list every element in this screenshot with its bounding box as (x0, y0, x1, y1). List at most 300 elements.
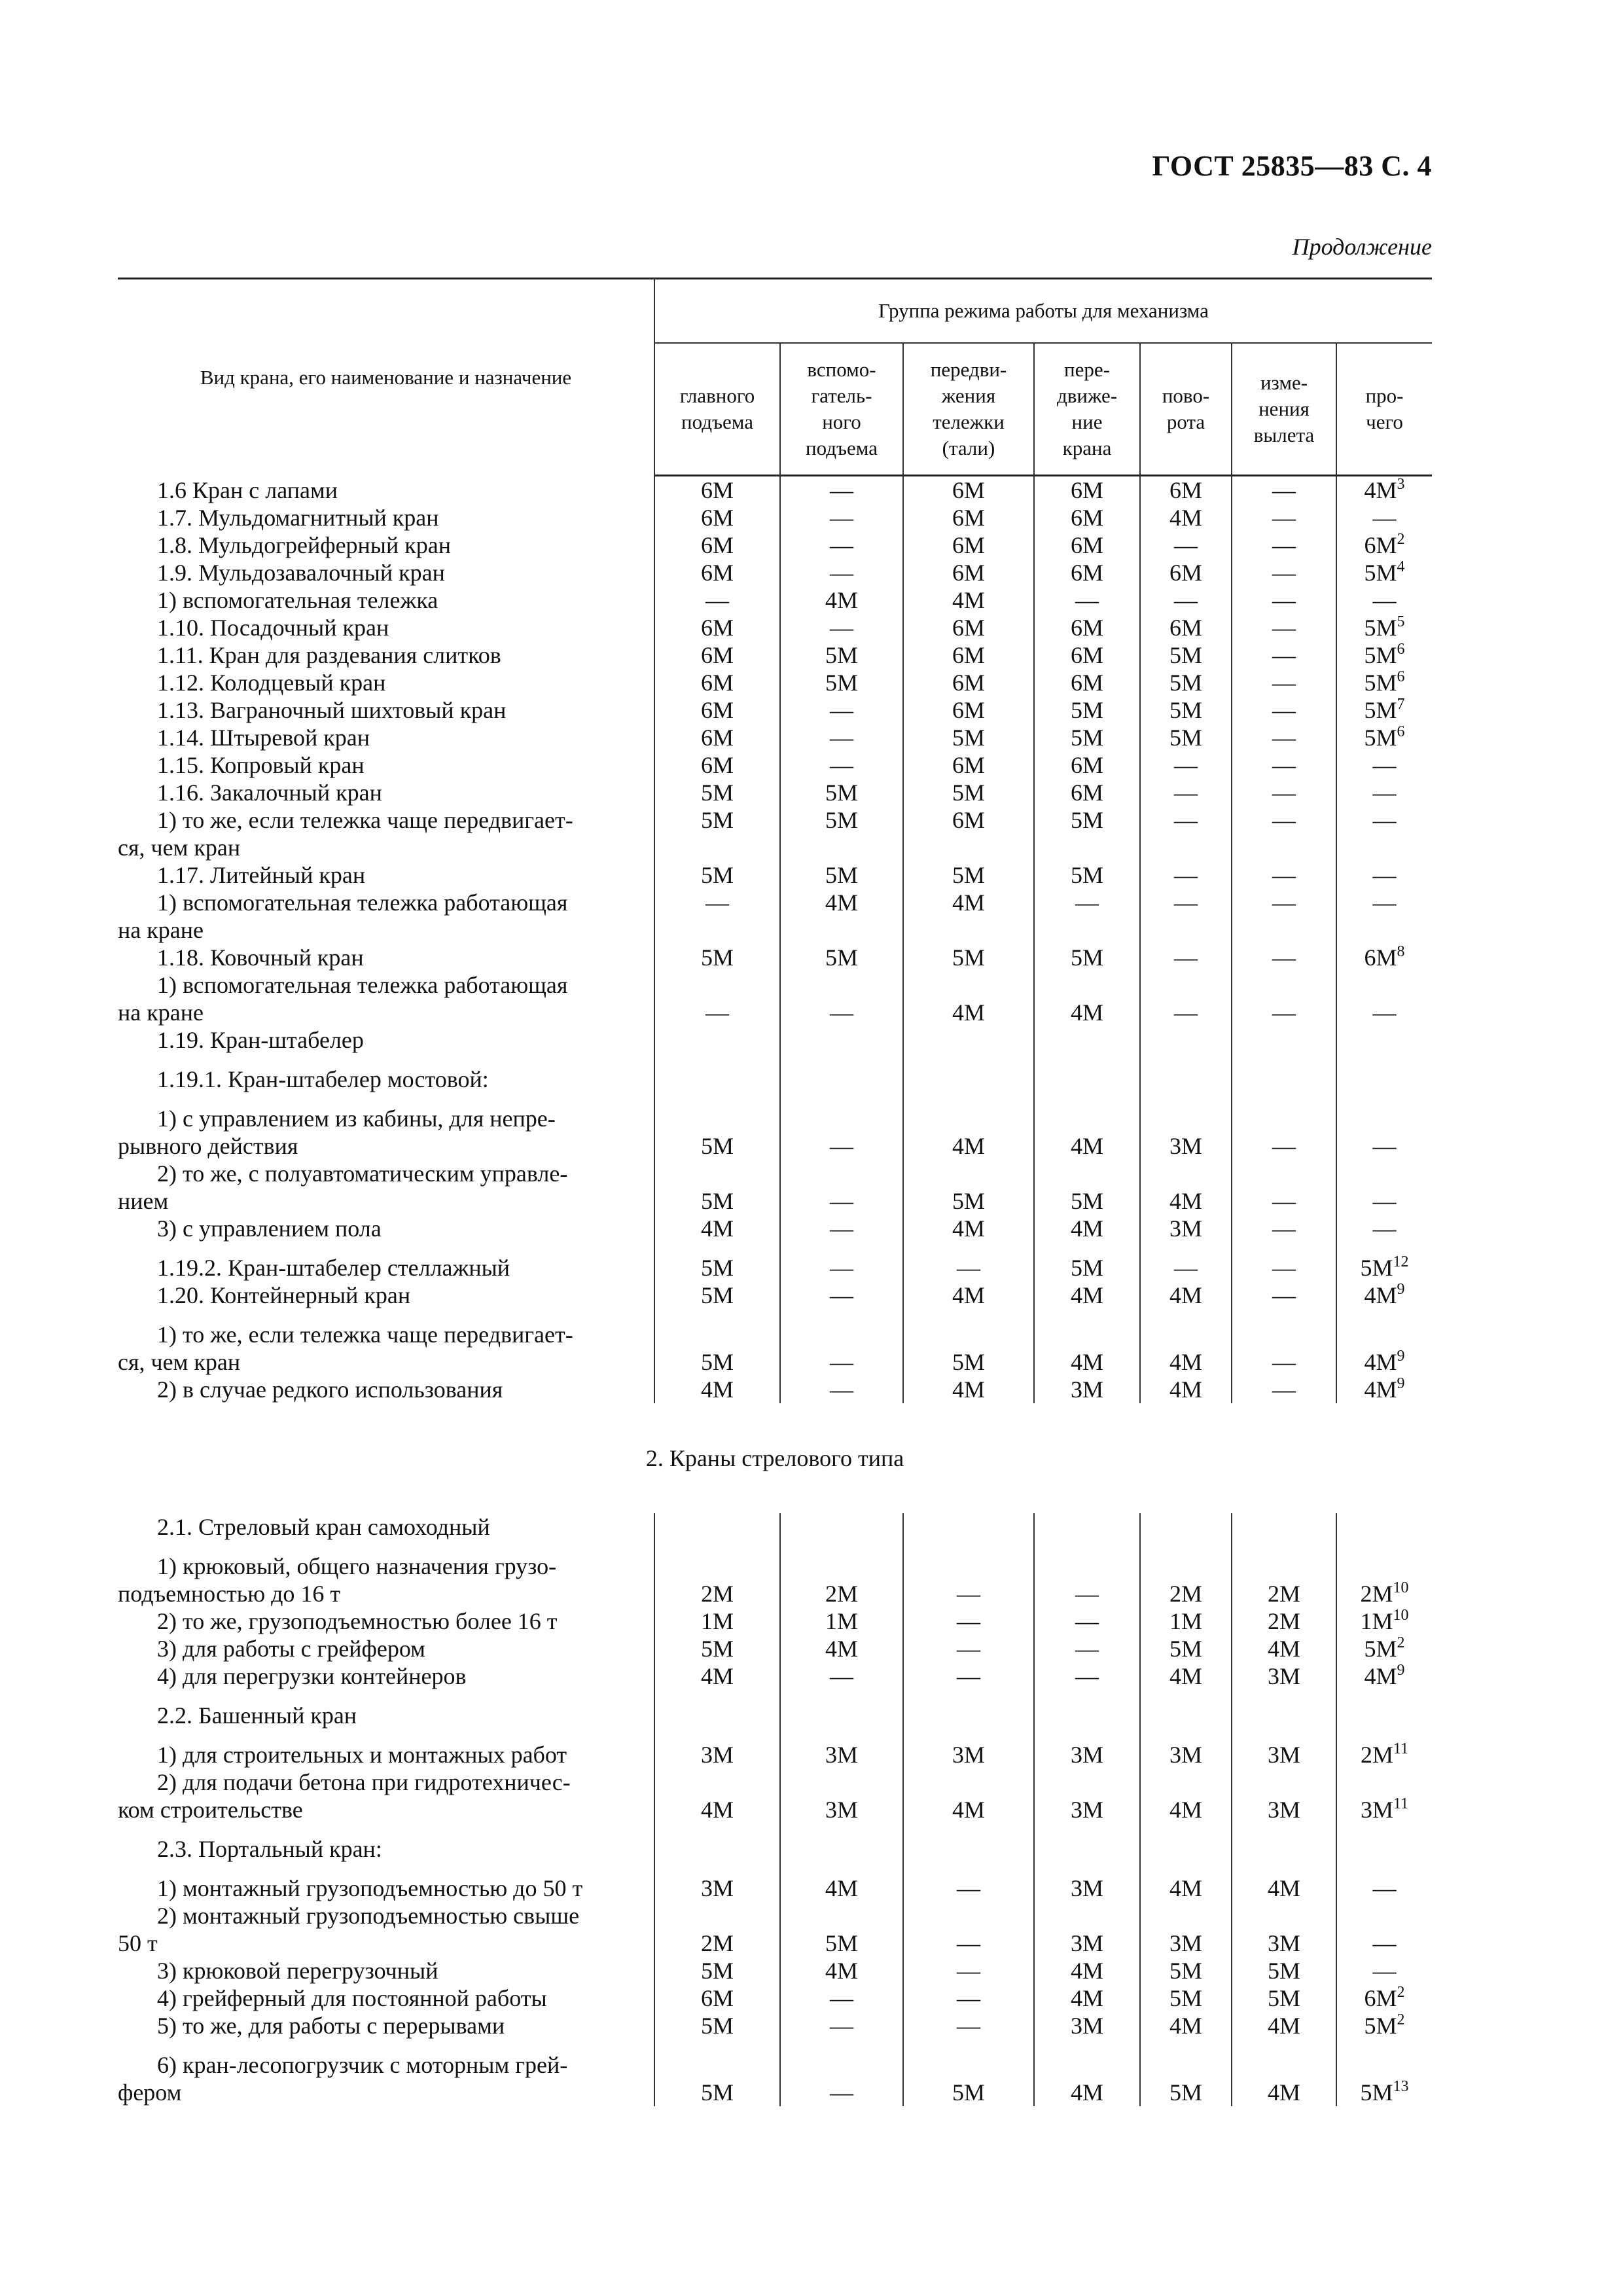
mode-value: 4М (1140, 1160, 1232, 1215)
mode-value: — (1336, 889, 1432, 944)
mode-value (1336, 1066, 1432, 1093)
mode-value: 4М (903, 1105, 1034, 1160)
mode-value: 5М (1034, 806, 1140, 861)
mode-value: 4М (780, 586, 903, 614)
mode-value: 5М (903, 779, 1034, 806)
table-row (118, 1105, 1432, 1160)
mode-value: — (903, 2012, 1034, 2039)
mode-value (1034, 1066, 1140, 1093)
mode-value: — (780, 1160, 903, 1215)
mode-value: $3М^{11}$ (1336, 1768, 1432, 1823)
crane-name: 2) для подачи бетона при гидротехничес- ком строительстве (118, 1769, 571, 1823)
mode-value: 4М (1034, 1957, 1140, 1984)
mode-value: — (780, 1662, 903, 1690)
mode-value: — (780, 531, 903, 559)
mode-value: 6М (1140, 476, 1232, 505)
mode-value (1336, 1513, 1432, 1541)
mode-value: 2М (654, 1552, 780, 1607)
table-row (118, 1902, 1432, 1957)
mode-value: 5М (1034, 944, 1140, 971)
mode-value: — (1232, 614, 1336, 641)
footnote-ref: 2 (1397, 1984, 1405, 2001)
mode-value: $5М^5$ (1336, 614, 1432, 641)
crane-name: 1.18. Ковочный кран (157, 944, 364, 971)
mode-value: — (1140, 1254, 1232, 1282)
table-row (118, 476, 1432, 505)
mode-value: $2М^{11}$ (1336, 1741, 1432, 1768)
mode-value: 5М (1034, 861, 1140, 889)
mode-value: 5М (654, 1105, 780, 1160)
mode-value: 6М (1034, 751, 1140, 779)
table-row (118, 1376, 1432, 1403)
mode-value: 4М (903, 1215, 1034, 1242)
mode-value: 5М (1034, 696, 1140, 724)
mode-value: — (780, 1105, 903, 1160)
mode-value: 4М (1140, 2012, 1232, 2039)
mode-value: 4М (1140, 1874, 1232, 1902)
mode-value: — (903, 1902, 1034, 1957)
mode-value: $5М^2$ (1336, 2012, 1432, 2039)
mode-value: — (1140, 944, 1232, 971)
mode-value (654, 1513, 780, 1541)
footnote-ref: 2 (1397, 531, 1405, 548)
mode-value: 5М (780, 779, 903, 806)
mechanism-column-header: пере- движе- ние крана (1034, 343, 1140, 476)
mode-value: — (780, 1215, 903, 1242)
mode-value: 2М (1232, 1607, 1336, 1635)
mode-value: 6М (1140, 559, 1232, 586)
mode-value: 5М (1140, 669, 1232, 696)
mode-value: — (1232, 1215, 1336, 1242)
mode-value: — (780, 504, 903, 531)
mode-value (1034, 1513, 1140, 1541)
mode-value: 2М (1140, 1552, 1232, 1607)
mode-value: 3М (654, 1874, 780, 1902)
mode-value (654, 1026, 780, 1054)
table-row (118, 971, 1432, 1026)
mode-value: 4М (1034, 2051, 1140, 2106)
table-row (118, 1607, 1432, 1635)
mode-value: 6М (654, 669, 780, 696)
mode-value: 4М (1034, 1282, 1140, 1309)
mode-value (903, 1066, 1034, 1093)
mechanism-column-header: изме- нения вылета (1232, 343, 1336, 476)
mode-value: 4М (903, 1768, 1034, 1823)
footnote-ref: 2 (1397, 1634, 1405, 1651)
mode-value: — (780, 1254, 903, 1282)
crane-name: 1.7. Мульдомагнитный кран (157, 505, 439, 531)
crane-name: 3) крюковой перегрузочный (157, 1958, 438, 1984)
mode-value: 6М (1034, 559, 1140, 586)
mode-value: 3М (1034, 1768, 1140, 1823)
mode-value: 1М (780, 1607, 903, 1635)
mode-value: — (903, 1607, 1034, 1635)
mode-value: 3М (1232, 1902, 1336, 1957)
mode-value: — (1232, 476, 1336, 505)
mode-value: 6М (1034, 614, 1140, 641)
mode-value: 5М (780, 1902, 903, 1957)
mode-value (1140, 1066, 1232, 1093)
mode-value: — (780, 724, 903, 751)
mode-value: — (780, 971, 903, 1026)
table-row (118, 1984, 1432, 2012)
section-2-title: 2. Краны стрелового типа (645, 1445, 904, 1471)
mode-value (1140, 1835, 1232, 1863)
mode-value: — (1232, 1254, 1336, 1282)
mode-value: — (1232, 696, 1336, 724)
mode-value: 5М (654, 944, 780, 971)
table-row (118, 1768, 1432, 1823)
crane-name: 3) для работы с грейфером (157, 1636, 425, 1662)
mode-value: 3М (1140, 1741, 1232, 1768)
mode-value: $5М^6$ (1336, 641, 1432, 669)
mode-value: 3М (1232, 1768, 1336, 1823)
mode-value: 3М (1232, 1741, 1336, 1768)
mode-value: 6М (903, 504, 1034, 531)
crane-name: 1.17. Литейный кран (157, 862, 366, 888)
mode-value (1336, 1026, 1432, 1054)
mode-value: — (1232, 944, 1336, 971)
mode-value: — (1232, 1321, 1336, 1376)
mode-value: — (1232, 889, 1336, 944)
mode-value (780, 1835, 903, 1863)
mode-value: 4М (1034, 1215, 1140, 1242)
mode-value: $5М^7$ (1336, 696, 1432, 724)
table-row (118, 1835, 1432, 1863)
mechanism-column-header: вспомо- гатель- ного подъема (780, 343, 903, 476)
mode-value: 6М (903, 669, 1034, 696)
mode-value: 2М (654, 1902, 780, 1957)
crane-name: 1.20. Контейнерный кран (157, 1282, 411, 1308)
mode-value: — (1232, 669, 1336, 696)
mode-value: 4М (780, 1957, 903, 1984)
mode-value: 5М (903, 861, 1034, 889)
mode-value: 6М (903, 641, 1034, 669)
mode-value: — (1336, 586, 1432, 614)
mode-value: 4М (1232, 1874, 1336, 1902)
crane-name: 1.8. Мульдогрейферный кран (157, 532, 451, 558)
mode-value: — (1336, 504, 1432, 531)
table-row (118, 1702, 1432, 1729)
mode-value: 3М (1232, 1662, 1336, 1690)
footnote-ref: 10 (1393, 1579, 1409, 1596)
mode-value: 4М (780, 889, 903, 944)
mode-value: 5М (903, 944, 1034, 971)
table-row (118, 1160, 1432, 1215)
crane-name: 1.9. Мульдозавалочный кран (157, 560, 445, 586)
crane-mode-table (118, 278, 1432, 2106)
mode-value: 5М (654, 2051, 780, 2106)
mode-value: 4М (1232, 1635, 1336, 1662)
mode-value: — (1232, 1282, 1336, 1309)
mode-value: 3М (1034, 1874, 1140, 1902)
mode-value (654, 1066, 780, 1093)
crane-name: 2.1. Стреловый кран самоходный (157, 1514, 490, 1540)
mode-value: 3М (1034, 1376, 1140, 1403)
crane-name: 3) с управлением пола (157, 1215, 382, 1242)
table-row (118, 504, 1432, 531)
crane-name: 2) то же, с полуавтоматическим управле- нием (118, 1160, 568, 1214)
table-row (118, 1957, 1432, 1984)
mechanism-column-header: пово- рота (1140, 343, 1232, 476)
crane-name: 1.10. Посадочный кран (157, 615, 389, 641)
table-row (118, 641, 1432, 669)
mode-value: — (1140, 531, 1232, 559)
mode-value: 4М (1140, 1376, 1232, 1403)
mode-value: — (1336, 861, 1432, 889)
mode-value: 6М (903, 806, 1034, 861)
mode-value: — (1034, 1662, 1140, 1690)
crane-name: 2.2. Башенный кран (157, 1702, 357, 1729)
table-row (118, 559, 1432, 586)
mode-value: 4М (903, 1282, 1034, 1309)
table-row (118, 614, 1432, 641)
mode-value (903, 1513, 1034, 1541)
mode-value: 6М (654, 614, 780, 641)
mode-value: 4М (654, 1376, 780, 1403)
table-row (118, 2051, 1432, 2106)
mode-value: $5М^6$ (1336, 724, 1432, 751)
mode-value: — (1232, 1105, 1336, 1160)
mode-value: — (903, 1957, 1034, 1984)
crane-name: 1.19.2. Кран-штабелер стеллажный (157, 1255, 510, 1281)
mode-value: 5М (1140, 641, 1232, 669)
group-header: Группа режима работы для механизма (654, 279, 1432, 344)
page-header: ГОСТ 25835—83 С. 4 (1152, 150, 1432, 182)
mode-value (1336, 1702, 1432, 1729)
mode-value: — (1336, 1957, 1432, 1984)
mode-value: $5М^6$ (1336, 669, 1432, 696)
mode-value: $4М^9$ (1336, 1376, 1432, 1403)
crane-name: 2) монтажный грузоподъемностью свыше 50 т (118, 1903, 580, 1956)
mode-value: 4М (1034, 1321, 1140, 1376)
mode-value: 3М (654, 1741, 780, 1768)
footnote-ref: 11 (1393, 1795, 1409, 1812)
mode-value (780, 1702, 903, 1729)
mode-value: 5М (1140, 2051, 1232, 2106)
crane-name: 1) вспомогательная тележка (157, 587, 438, 613)
crane-name: 4) грейферный для постоянной работы (157, 1985, 547, 2011)
mode-value (1232, 1026, 1336, 1054)
mode-value (903, 1026, 1034, 1054)
footnote-ref: 8 (1397, 943, 1405, 960)
mode-value: 2М (1232, 1552, 1336, 1607)
mode-value: 5М (654, 1321, 780, 1376)
table-row (118, 1662, 1432, 1690)
table-row (118, 1874, 1432, 1902)
crane-name: 2.3. Портальный кран: (157, 1836, 382, 1862)
crane-name: 1) вспомогательная тележка работающая на кране (118, 889, 568, 943)
footnote-ref: 13 (1393, 2078, 1409, 2095)
mode-value: — (1336, 1874, 1432, 1902)
mode-value: — (1140, 806, 1232, 861)
table-row (118, 2012, 1432, 2039)
mode-value: — (903, 1662, 1034, 1690)
mode-value: 5М (654, 1635, 780, 1662)
mode-value: $5М^{12}$ (1336, 1254, 1432, 1282)
mode-value: — (1034, 586, 1140, 614)
table-row (118, 1254, 1432, 1282)
mode-value: — (1034, 1635, 1140, 1662)
crane-name: 1) с управлением из кабины, для непре- рывного действия (118, 1105, 556, 1159)
mode-value: 6М (654, 724, 780, 751)
mode-value: 5М (780, 669, 903, 696)
mode-value: 5М (780, 806, 903, 861)
mode-value: — (1232, 1376, 1336, 1403)
mode-value: — (1232, 751, 1336, 779)
crane-name: 2) то же, грузоподъемностью более 16 т (157, 1608, 558, 1634)
mode-value: — (1336, 751, 1432, 779)
footnote-ref: 5 (1397, 613, 1405, 630)
mode-value: — (780, 614, 903, 641)
crane-name: 1.6 Кран с лапами (157, 477, 338, 503)
mode-value (1034, 1702, 1140, 1729)
mode-value: 5М (654, 1282, 780, 1309)
mode-value: 5М (654, 1160, 780, 1215)
crane-name: 1) для строительных и монтажных работ (157, 1742, 567, 1768)
footnote-ref: 3 (1397, 476, 1405, 493)
mode-value (1140, 1513, 1232, 1541)
mode-value: 6М (654, 641, 780, 669)
mode-value: — (1336, 1215, 1432, 1242)
crane-name: 1.15. Копровый кран (157, 752, 365, 778)
mode-value: — (1140, 779, 1232, 806)
mode-value (1034, 1026, 1140, 1054)
mode-value: 4М (1232, 2012, 1336, 2039)
mode-value: 3М (1034, 2012, 1140, 2039)
mode-value: — (780, 1321, 903, 1376)
mode-value: 6М (654, 696, 780, 724)
table-row (118, 586, 1432, 614)
mode-value: 5М (654, 779, 780, 806)
mode-value: — (1336, 779, 1432, 806)
footnote-ref: 4 (1397, 558, 1405, 575)
mode-value: 3М (1140, 1215, 1232, 1242)
mode-value: 6М (903, 614, 1034, 641)
mode-value: 4М (780, 1635, 903, 1662)
mode-value: 5М (654, 1957, 780, 1984)
crane-name: 1) вспомогательная тележка работающая на кране (118, 972, 568, 1026)
footnote-ref: 6 (1397, 723, 1405, 740)
mode-value: $2М^{10}$ (1336, 1552, 1432, 1607)
mode-value: — (1034, 1552, 1140, 1607)
mode-value: 5М (1034, 1254, 1140, 1282)
mode-value: 3М (780, 1768, 903, 1823)
mode-value (1232, 1066, 1336, 1093)
mode-value: 3М (1034, 1741, 1140, 1768)
mode-value: 2М (780, 1552, 903, 1607)
mode-value: 5М (1140, 724, 1232, 751)
footnote-ref: 6 (1397, 668, 1405, 685)
mode-value: 6М (654, 476, 780, 505)
mode-value: — (1336, 1160, 1432, 1215)
mode-value: — (654, 586, 780, 614)
mode-value: 5М (1034, 1160, 1140, 1215)
mode-value (1232, 1835, 1336, 1863)
mode-value: — (780, 1984, 903, 2012)
mode-value: $6М^2$ (1336, 1984, 1432, 2012)
mode-value: 1М (1140, 1607, 1232, 1635)
mode-value: 5М (654, 1254, 780, 1282)
mechanism-column-header: передви- жения тележки (тали) (903, 343, 1034, 476)
table-row (118, 1552, 1432, 1607)
mode-value (903, 1835, 1034, 1863)
crane-name: 1.13. Ваграночный шихтовый кран (157, 697, 507, 723)
mode-value: 4М (1140, 1321, 1232, 1376)
mode-value: $1М^{10}$ (1336, 1607, 1432, 1635)
mode-value: — (780, 696, 903, 724)
mode-value: 4М (903, 586, 1034, 614)
mode-value: 4М (1034, 1984, 1140, 2012)
mode-value: 6М (1140, 614, 1232, 641)
crane-name: 1.12. Колодцевый кран (157, 670, 386, 696)
mode-value: 5М (903, 1321, 1034, 1376)
table-row (118, 944, 1432, 971)
mode-value: 5М (1034, 724, 1140, 751)
mode-value: $5М^{13}$ (1336, 2051, 1432, 2106)
crane-name: 2) в случае редкого использования (157, 1376, 503, 1403)
mode-value: 4М (903, 971, 1034, 1026)
footnote-ref: 9 (1397, 1281, 1405, 1298)
mode-value: — (1336, 806, 1432, 861)
mode-value: — (1034, 889, 1140, 944)
table-row (118, 861, 1432, 889)
mode-value: $5М^2$ (1336, 1635, 1432, 1662)
crane-name: 1.16. Закалочный кран (157, 780, 382, 806)
mode-value: 5М (654, 2012, 780, 2039)
footnote-ref: 11 (1393, 1740, 1409, 1757)
mode-value: 4М (903, 889, 1034, 944)
mode-value: 6М (1034, 504, 1140, 531)
mode-value: 5М (903, 1160, 1034, 1215)
mode-value: 5М (1140, 1635, 1232, 1662)
mode-value: $4М^3$ (1336, 476, 1432, 505)
mode-value: 6М (1034, 779, 1140, 806)
mode-value: 5М (1140, 696, 1232, 724)
mode-value: — (1336, 1902, 1432, 1957)
crane-name: 1) монтажный грузоподъемностью до 50 т (157, 1875, 583, 1901)
mode-value: $4М^9$ (1336, 1662, 1432, 1690)
mode-value: — (1232, 559, 1336, 586)
mode-value: 4М (903, 1376, 1034, 1403)
mode-value: — (1232, 724, 1336, 751)
mode-value: — (1034, 1607, 1140, 1635)
mode-value: 6М (903, 696, 1034, 724)
crane-name: 1.19.1. Кран-штабелер мостовой: (157, 1066, 489, 1092)
footnote-ref: 12 (1393, 1253, 1409, 1270)
mode-value: 5М (780, 641, 903, 669)
mode-value: — (1336, 971, 1432, 1026)
mode-value: 6М (1034, 641, 1140, 669)
mode-value: 4М (1232, 2051, 1336, 2106)
mode-value: — (654, 971, 780, 1026)
mode-value: — (903, 1984, 1034, 2012)
mode-value: — (903, 1254, 1034, 1282)
mode-value: — (903, 1874, 1034, 1902)
crane-name: 5) то же, для работы с перерывами (157, 2013, 505, 2039)
mode-value: — (780, 476, 903, 505)
mode-value: — (780, 559, 903, 586)
mode-value: 5М (1232, 1984, 1336, 2012)
mode-value: 6М (654, 559, 780, 586)
mode-value: 6М (1034, 531, 1140, 559)
footnote-ref: 9 (1397, 1375, 1405, 1392)
table-row (118, 779, 1432, 806)
mode-value (1232, 1702, 1336, 1729)
mode-value: 5М (654, 861, 780, 889)
mode-value: 6М (654, 751, 780, 779)
crane-name: 1.11. Кран для раздевания слитков (157, 642, 501, 668)
